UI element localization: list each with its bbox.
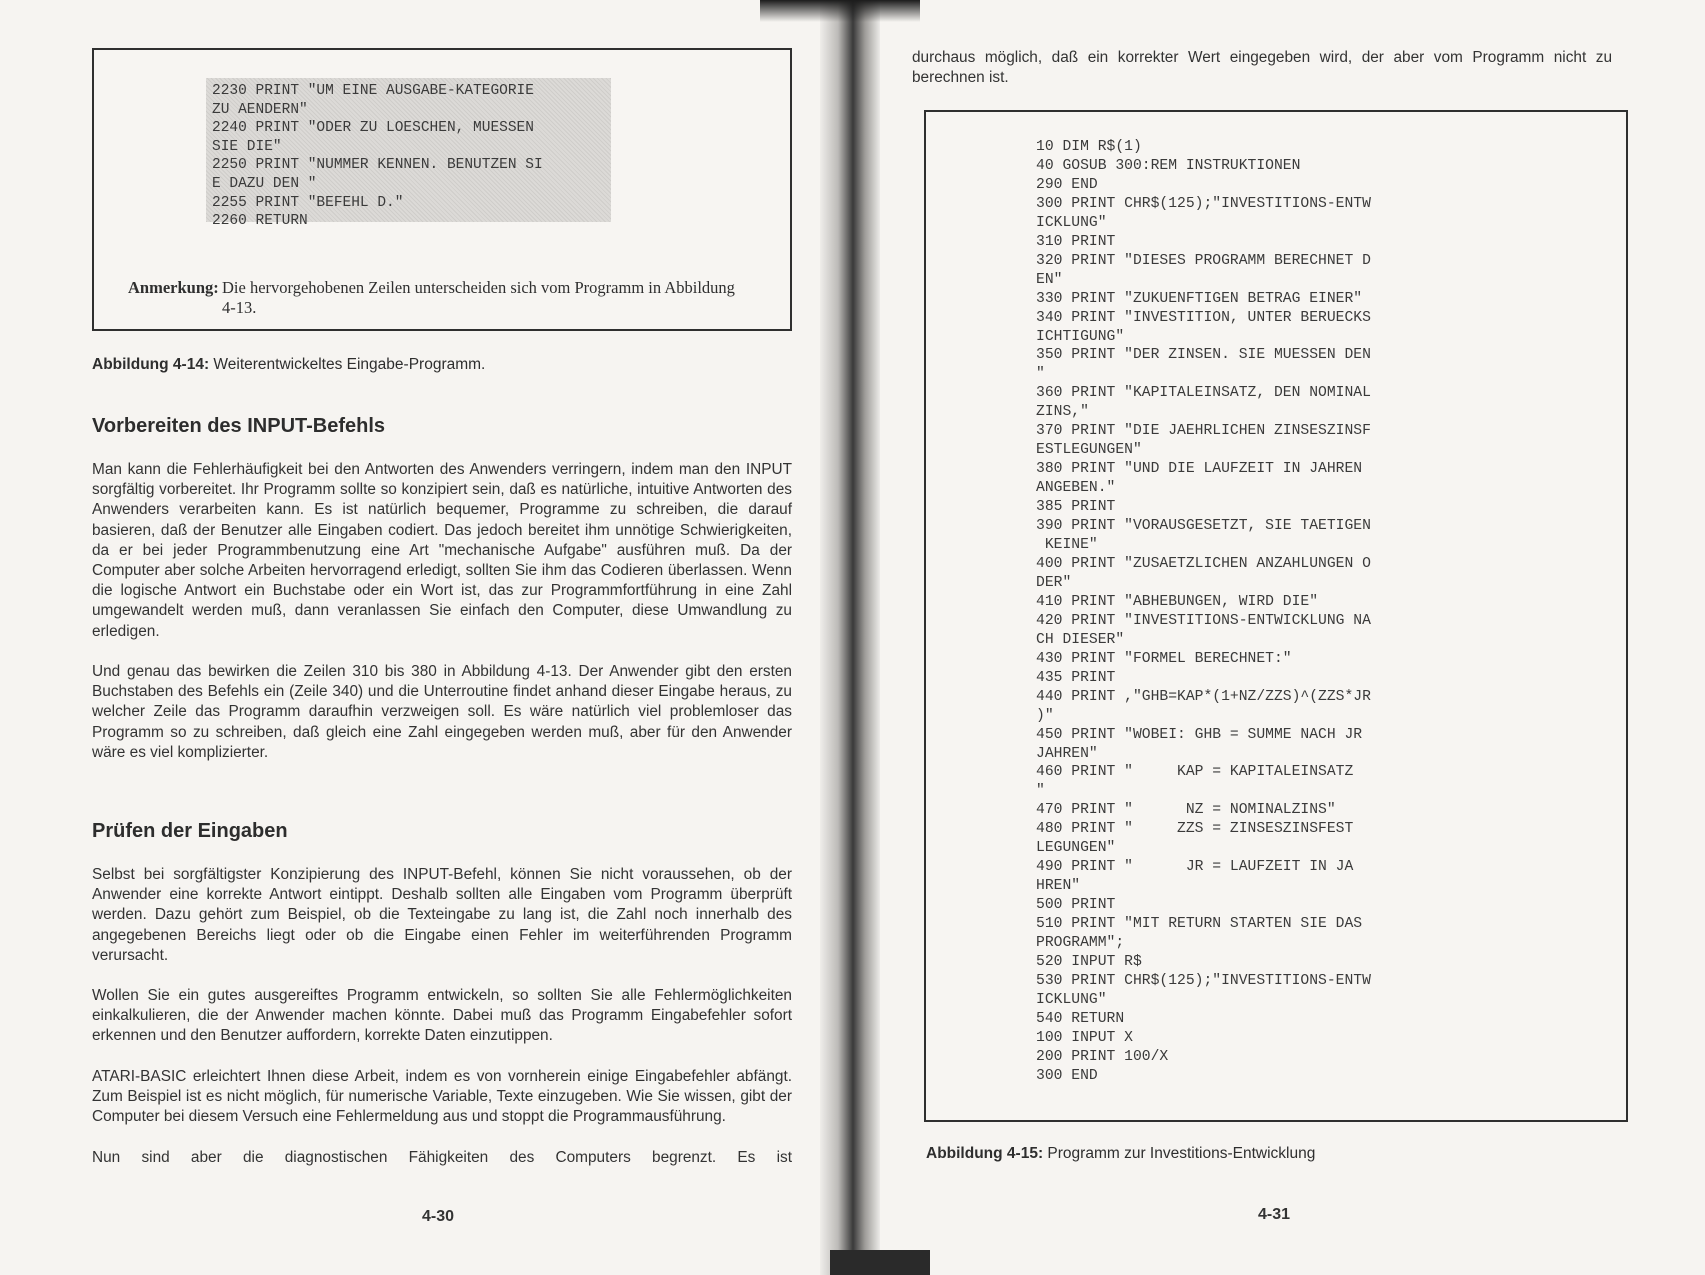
figure-caption-4-15: [926, 1145, 1315, 1163]
paragraph: Man kann die Fehlerhäufigkeit bei den Antworten des Anwenders verringern, indem man den INPUT sorgfältig vorbereitet. Ihr Programm sollte so konzipiert sein, daß es natürliche, intuitive Antworten des Anwenders verarbeiten kann. Es ist natürlich bequemer, Programme zu schreiben, die darauf basieren, daß der Benutzer alle Eingaben codiert. Das jedoch bereitet ihm unnötige Schwierigkeiten, da er bei jeder Programmbenutzung eine Art "mechanische Aufgabe" ausführen muß. Da der Computer aber solche Arbeiten hervorragend erledigt, sollten Sie ihm das Codieren überlassen. Wenn die logische Antwort ein Buchstabe oder ein Wort ist, das zur Programmfortführung in eine Zahl umgewandelt werden muß, dann veranlassen Sie einfach den Computer, diese Umwandlung zu erledigen.: [92, 461, 792, 640]
paragraph: Selbst bei sorgfältigster Konzipierung des INPUT-Befehl, können Sie nicht voraussehen, ob der Anwender eine korrekte Antwort eintippt. Deshalb sollten alle Eingaben vom Programm überprüft werden. Dazu gehört zum Beispiel, ob die Texteingabe zu lang ist, die Zahl noch innerhalb des angegebenen Bereichs liegt oder ob die Eingabe einen Fehler im weiterführenden Programm verursacht.: [92, 866, 792, 964]
gutter-top-shadow: [760, 0, 920, 22]
caption-label: Abbildung 4-14:: [92, 356, 210, 373]
note-label: Anmerkung:: [128, 278, 219, 297]
highlighted-code: 2230 PRINT "UM EINE AUSGABE-KATEGORIE ZU AENDERN" 2240 PRINT "ODER ZU LOESCHEN, MUESSEN SIE DIE" 2250 PRINT "NUMMER KENNEN. BENUTZEN SI E DAZU DEN " 2255 PRINT "BEFEHL D." 2260 RETURN: [212, 83, 543, 230]
listing-box-4-15: [924, 110, 1628, 1122]
book-gutter: [820, 0, 880, 1275]
page-number-left: 4-30: [422, 1208, 455, 1225]
gutter-bottom-shadow: [830, 1250, 930, 1275]
paragraph: Und genau das bewirken die Zeilen 310 bis 380 in Abbildung 4-13. Der Anwender gibt den ersten Buchstaben des Befehls ein (Zeile 340) und die Unterroutine findet anhand dieser Eingabe heraus, zu welcher Zeile das Programm daraufhin verzweigen soll. Es wäre natürlich viel problemloser das Programm so zu schreiben, daß gleich eine Zahl eingegeben werden muß, aber für den Anwender wäre es viel komplizierter.: [92, 663, 792, 761]
program-listing: 10 DIM R$(1) 40 GOSUB 300:REM INSTRUKTIONEN 290 END 300 PRINT CHR$(125);"INVESTITIONS-ENTW ICKLUNG" 310 PRINT 320 PRINT "DIESES PROGRAMM BERECHNET D EN" 330 PRINT "ZUKUENFTIGEN BETRAG EINER" 340 PRINT "INVESTITION, UNTER BERUECKS ICHTIGUNG" 350 PRINT "DER ZINSEN. SIE MUESSEN DEN " 360 PRINT "KAPITALEINSATZ, DEN NOMINAL ZINS," 370 PRINT "DIE JAEHRLICHEN ZINSESZINSF ESTLEGUNGEN" 380 PRINT "UND DIE LAUFZEIT IN JAHREN ANGEBEN." 385 PRINT 390 PRINT "VORAUSGESETZT, SIE TAETIGEN KEINE" 400 PRINT "ZUSAETZLICHEN ANZAHLUNGEN O DER" 410 PRINT "ABHEBUNGEN, WIRD DIE" 420 PRINT "INVESTITIONS-ENTWICKLUNG NA CH DIESER" 430 PRINT "FORMEL BERECHNET:" 435 PRINT 440 PRINT ,"GHB=KAP*(1+NZ/ZZS)^(ZZS*JR )" 450 PRINT "WOBEI: GHB = SUMME NACH JR JAHREN" 460 PRINT " KAP = KAPITALEINSATZ " 470 PRINT " NZ = NOMINALZINS" 480 PRINT " ZZS = ZINSESZINSFEST LEGUNGEN" 490 PRINT " JR = LAUFZEIT IN JA HREN" 500 PRINT 510 PRINT "MIT RETURN STARTEN SIE DAS PROGRAMM"; 520 INPUT R$ 530 PRINT CHR$(125);"INVESTITIONS-ENTW ICKLUNG" 540 RETURN 100 INPUT X 200 PRINT 100/X 300 END: [1036, 139, 1371, 1084]
paragraph: Wollen Sie ein gutes ausgereiftes Programm entwickeln, so sollten Sie alle Fehlermöglichkeiten einkalkulieren, die der Anwender machen könnte. Dabei muß das Programm Eingabefehler sofort erkennen und den Benutzer auffordern, korrekte Daten einzutippen.: [92, 987, 792, 1045]
figure-caption-4-14: [92, 356, 485, 374]
note-text: Die hervorgehobenen Zeilen unterscheiden sich vom Programm in Abbildung 4-13.: [222, 278, 735, 317]
intro-paragraph: durchaus möglich, daß ein korrekter Wert eingegeben wird, der aber vom Programm nicht zu berechnen ist.: [912, 49, 1612, 87]
paragraph: ATARI-BASIC erleichtert Ihnen diese Arbeit, indem es von vornherein einige Eingabefehler abfängt. Zum Beispiel ist es nicht möglich, für numerische Variable, Texte einzugeben. Wie Sie wissen, gibt der Computer bei diesem Versuch eine Fehlermeldung aus und stoppt die Programmausführung.: [92, 1068, 792, 1126]
caption-text: Programm zur Investitions-Entwicklung: [1047, 1145, 1316, 1162]
caption-text: Weiterentwickeltes Eingabe-Programm.: [213, 356, 486, 373]
paragraph: Nun sind aber die diagnostischen Fähigkeiten des Computers begrenzt. Es ist: [92, 1149, 792, 1166]
page-number-right: 4-31: [1258, 1206, 1291, 1223]
caption-label: Abbildung 4-15:: [926, 1145, 1044, 1162]
highlighted-code-block: [206, 78, 611, 230]
section-heading-input: Vorbereiten des INPUT-Befehls: [92, 415, 386, 437]
listing-box-4-14: [92, 48, 792, 331]
section-heading-pruefen: Prüfen der Eingaben: [92, 820, 288, 842]
